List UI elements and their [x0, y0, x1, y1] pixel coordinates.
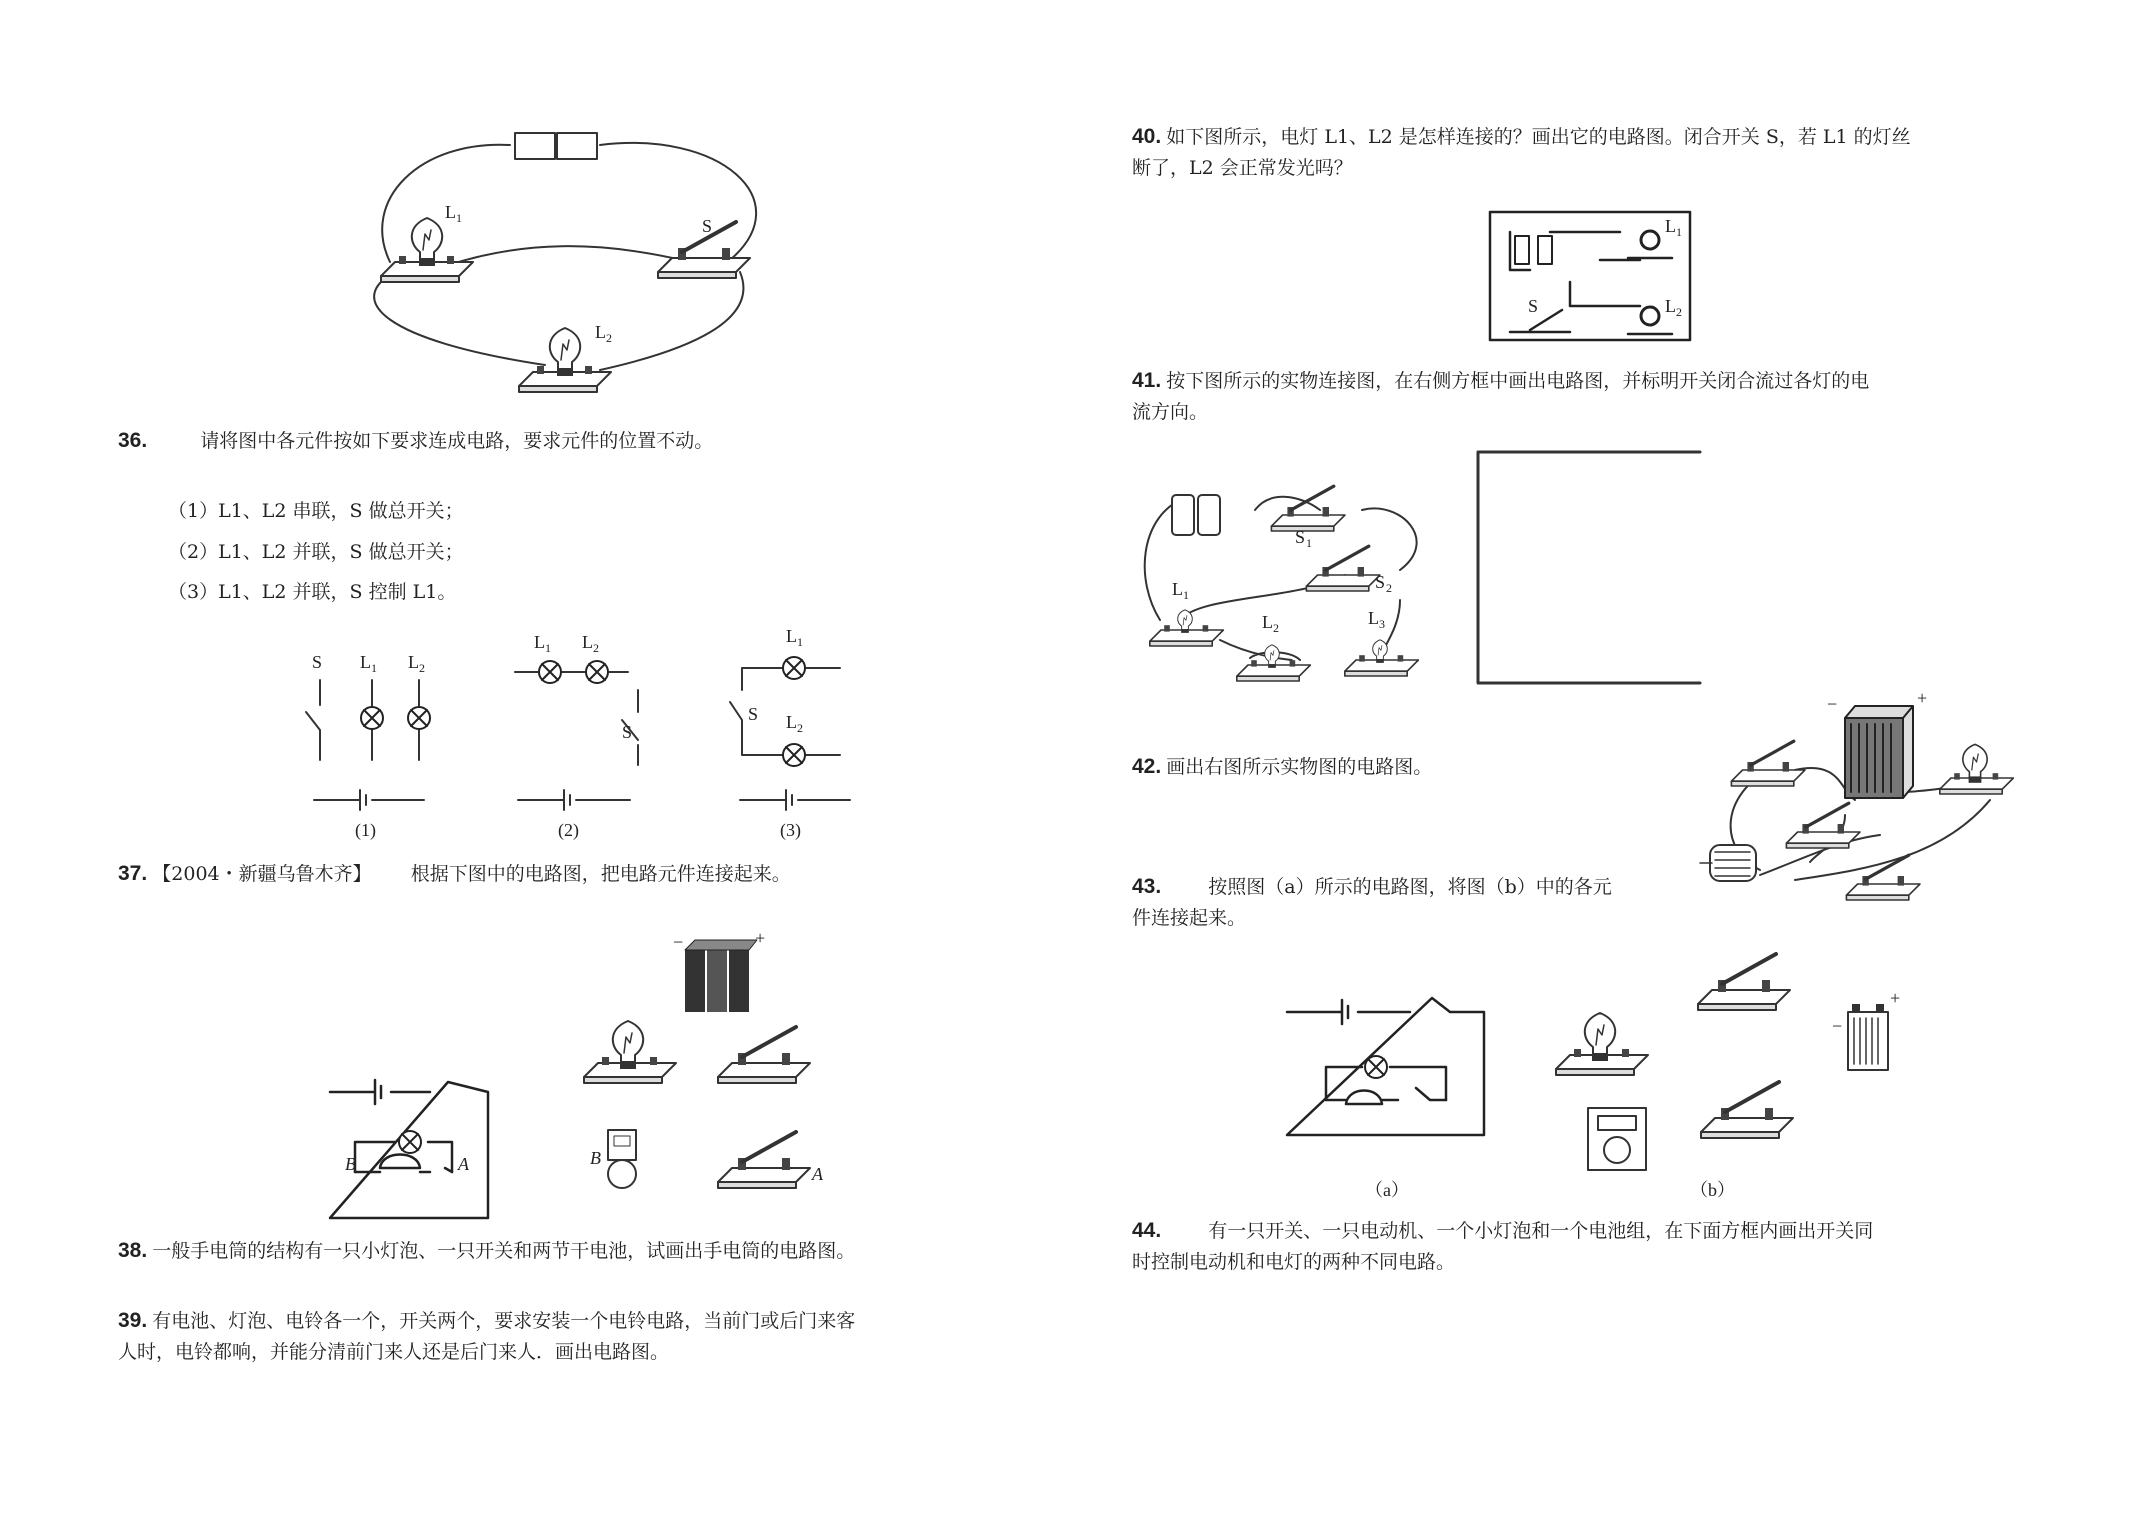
q44-number: 44.: [1132, 1219, 1162, 1242]
svg-text:（b）: （b）: [1690, 1180, 1735, 1200]
svg-text:S: S: [1375, 572, 1386, 592]
q43-block: [1132, 872, 1692, 934]
q40-text-1: 如下图所示，电灯 L1、L2 是怎样连接的？画出它的电路图。闭合开关 S，若 L1 的灯丝: [1166, 126, 1911, 148]
svg-text:L: L: [1368, 608, 1379, 628]
svg-text:+: +: [1917, 688, 1928, 708]
q39-block: [118, 1306, 998, 1368]
svg-text:A: A: [458, 1154, 469, 1174]
svg-text:L: L: [786, 712, 797, 732]
q43-text-1: 按照图（a）所示的电路图，将图（b）中的各元: [1208, 876, 1612, 898]
q40-text-2: 断了，L2 会正常发光吗？: [1132, 157, 1353, 179]
svg-text:1: 1: [371, 661, 377, 675]
q36-item-2: （2）L1、L2 并联，S 做总开关；: [168, 541, 464, 563]
svg-text:L: L: [786, 626, 797, 646]
q44-text-2: 时控制电动机和电灯的两种不同电路。: [1132, 1251, 1456, 1273]
svg-text:1: 1: [1306, 536, 1312, 550]
q40-block: [1132, 122, 2012, 184]
q44-text-1: 有一只开关、一只电动机、一个小灯泡和一个电池组，在下面方框内画出开关同: [1208, 1220, 1874, 1242]
q42-text: 画出右图所示实物图的电路图。: [1166, 756, 1433, 778]
fig36-label-L1: L: [445, 202, 456, 222]
svg-text:+: +: [755, 928, 766, 948]
q39-number: 39.: [118, 1309, 148, 1332]
q37-number: 37.: [118, 862, 148, 885]
svg-text:S: S: [748, 704, 759, 724]
svg-text:1: 1: [797, 635, 803, 649]
svg-text:L: L: [408, 652, 419, 672]
svg-text:−: −: [1832, 1016, 1843, 1036]
svg-text:L: L: [1665, 216, 1676, 236]
svg-text:1: 1: [1183, 588, 1189, 602]
svg-text:L: L: [1172, 579, 1183, 599]
q38-text: 一般手电筒的结构有一只小灯泡、一只开关和两节干电池，试画出手电筒的电路图。: [152, 1240, 856, 1262]
q41-block: [1132, 366, 2012, 428]
q38-block: [118, 1236, 855, 1267]
q37-source: 【2004・新疆乌鲁木齐】: [152, 863, 372, 885]
q38-number: 38.: [118, 1239, 148, 1262]
svg-text:1: 1: [545, 641, 551, 655]
svg-text:A: A: [812, 1164, 823, 1184]
svg-text:L: L: [534, 632, 545, 652]
svg-text:3: 3: [1379, 617, 1385, 631]
svg-text:2: 2: [1676, 305, 1682, 319]
q36-block: [118, 426, 713, 457]
q36-item-1: （1）L1、L2 串联，S 做总开关；: [168, 500, 464, 522]
fig36-label-S: S: [702, 216, 713, 236]
svg-text:S: S: [622, 722, 633, 742]
svg-text:(2): (2): [558, 820, 579, 840]
svg-text:−: −: [1827, 694, 1838, 714]
svg-text:L: L: [582, 632, 593, 652]
svg-text:2: 2: [606, 331, 612, 345]
svg-text:S: S: [1528, 296, 1539, 316]
q39-text-2: 人时，电铃都响，并能分清前门来人还是后门来人．画出电路图。: [118, 1341, 670, 1363]
q41-number: 41.: [1132, 369, 1162, 392]
svg-text:S: S: [1295, 527, 1306, 547]
fig36-label-L2: L: [595, 322, 606, 342]
q40-number: 40.: [1132, 125, 1162, 148]
q43-number: 43.: [1132, 875, 1162, 898]
svg-text:B: B: [590, 1148, 601, 1168]
q36-number: 36.: [118, 429, 148, 452]
svg-text:2: 2: [593, 641, 599, 655]
svg-text:(3): (3): [780, 820, 801, 840]
svg-text:S: S: [312, 652, 323, 672]
fig36-schematics: [306, 626, 850, 841]
svg-text:1: 1: [1676, 225, 1682, 239]
svg-text:2: 2: [1386, 581, 1392, 595]
svg-text:2: 2: [1273, 621, 1279, 635]
svg-text:（a）: （a）: [1365, 1180, 1409, 1200]
svg-text:2: 2: [797, 721, 803, 735]
svg-text:2: 2: [419, 661, 425, 675]
svg-text:B: B: [345, 1154, 356, 1174]
q44-block: [1132, 1216, 2012, 1278]
fig41-answer-box: [1478, 452, 1700, 683]
fig37: [330, 928, 824, 1218]
fig41: [1145, 452, 1700, 683]
q41-text-1: 按下图所示的实物连接图，在右侧方框中画出电路图，并标明开关闭合流过各灯的电: [1166, 370, 1870, 392]
q41-text-2: 流方向。: [1132, 401, 1209, 423]
q37-block: [118, 859, 791, 890]
q36-text: 请将图中各元件按如下要求连成电路，要求元件的位置不动。: [200, 430, 714, 452]
q42-number: 42.: [1132, 755, 1162, 778]
q37-text: 根据下图中的电路图，把电路元件连接起来。: [410, 863, 791, 885]
svg-text:(1): (1): [355, 820, 376, 840]
fig43-bell: [1588, 1108, 1646, 1170]
fig36-physical-circuit: [374, 133, 756, 392]
fig37-bell: [590, 1130, 636, 1188]
fig43: [1287, 954, 1900, 1200]
svg-text:L: L: [1262, 612, 1273, 632]
svg-text:L: L: [360, 652, 371, 672]
fig40: [1490, 212, 1690, 340]
svg-text:−: −: [673, 932, 684, 952]
q43-text-2: 件连接起来。: [1132, 907, 1247, 929]
q39-text-1: 有电池、灯泡、电铃各一个，开关两个，要求安装一个电铃电路，当前门或后门来客: [152, 1310, 856, 1332]
q36-item-3: （3）L1、L2 并联，S 控制 L1。: [168, 581, 457, 603]
fig42: [1700, 688, 2013, 900]
svg-text:+: +: [1890, 988, 1901, 1008]
svg-text:L: L: [1665, 296, 1676, 316]
q42-block: [1132, 752, 1432, 783]
fig42-motor: [1700, 845, 1756, 881]
svg-text:1: 1: [456, 211, 462, 225]
